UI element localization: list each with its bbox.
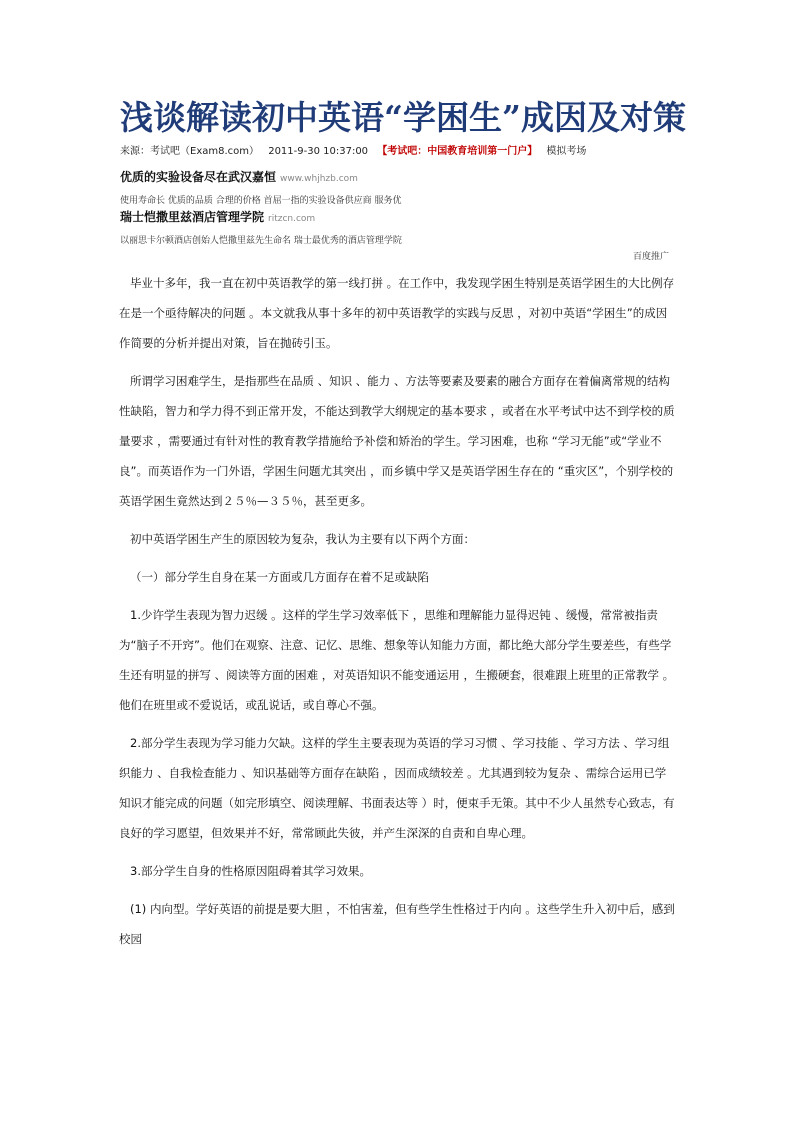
- source-label: 来源：考试吧（Exam8.com）: [120, 146, 260, 157]
- promo-link[interactable]: 【考试吧：中国教育培训第一门户】: [377, 146, 538, 157]
- paragraph: 1.少许学生表现为智力迟缓 。这样的学生学习效率低下 ，思维和理解能力显得迟钝 、缓慢，常常被指责为“脑子不开窍”。他们在观察、注意、记忆、思维、想象等认知能力方面，都比绝大部分学生要差些，有些学生还有明显的拼写 、阅读等方面的困难 ，对英语知识不能变通运用 ，生搬硬套，很难跟上班里的正常教学 。他们在班里或不爱说话，或乱说话，或自尊心不强。: [119, 608, 675, 712]
- ad-block-2[interactable]: [120, 206, 402, 246]
- ad-block-1[interactable]: [120, 166, 401, 206]
- publish-datetime: 2011-9-30 10:37:00: [268, 146, 369, 157]
- section-heading: （一）部分学生自身在某一方面或几方面存在着不足或缺陷: [130, 570, 429, 584]
- paragraph: 2.部分学生表现为学习能力欠缺。这样的学生主要表现为英语的学习习惯 、学习技能 、学习方法 、学习组织能力 、自我检查能力 、知识基础等方面存在缺陷 ，因而成绩较差 。尤其遇到较为复杂 、需综合运用已学知识才能完成的问题（如完形填空、阅读理解、书面表达等 ）时，便束手无策。其中不少人虽然专心致志，有良好的学习愿望，但效果并不好，常常顾此失彼，并产生深深的自责和自卑心理。: [119, 736, 675, 840]
- paragraph: 初中英语学困生产生的原因较为复杂，我认为主要有以下两个方面：: [130, 532, 475, 546]
- ad-url[interactable]: ritzcn.com: [268, 214, 316, 224]
- paragraph: 3.部分学生自身的性格原因阻碍着其学习效果。: [130, 864, 371, 878]
- article-meta: [120, 142, 592, 157]
- baidu-promo-label[interactable]: 百度推广: [632, 252, 669, 262]
- mock-exam-link[interactable]: 模拟考场: [546, 146, 587, 157]
- paragraph: (1) 内向型。学好英语的前提是要大胆 ，不怕害羞，但有些学生性格过于内向 。这些学生升入初中后，感到校园: [119, 902, 675, 946]
- ad-title[interactable]: 优质的实验设备尽在武汉嘉恒: [120, 170, 277, 184]
- ad-description: 以丽思卡尔顿酒店创始人恺撒里兹先生命名 瑞士最优秀的酒店管理学院: [120, 236, 402, 246]
- ad-description: 使用寿命长 优质的品质 合理的价格 首屈一指的实验设备供应商 服务优: [120, 196, 402, 206]
- paragraph: 毕业十多年，我一直在初中英语教学的第一线打拼 。在工作中，我发现学困生特别是英语学困生的大比例存在是一个亟待解决的问题 。本文就我从事十多年的初中英语教学的实践与反思 ，对初中英语“学困生”的成因作简要的分析并提出对策，旨在抛砖引玉。: [119, 276, 675, 350]
- ad-url[interactable]: www.whjhzb.com: [280, 174, 358, 184]
- ad-title[interactable]: 瑞士恺撒里兹酒店管理学院: [120, 210, 265, 224]
- article-title: 浅谈解读初中英语“学困生”成因及对策: [120, 98, 686, 137]
- article-body: [119, 268, 675, 954]
- paragraph: 所谓学习困难学生，是指那些在品质 、知识 、能力 、方法等要素及要素的融合方面存在着偏离常规的结构性缺陷，智力和学力得不到正常开发，不能达到教学大纲规定的基本要求 ，或者在水平考试中达不到学校的质量要求 ，需要通过有针对性的教育教学措施给予补偿和矫治的学生。学习困难，也称 “学习无能”或“学业不良”。而英语作为一门外语，学困生问题尤其突出 ，而乡镇中学又是英语学困生存在的 “重灾区”，个别学校的英语学困生竟然达到２５％—３５％，甚至更多。: [119, 374, 675, 508]
